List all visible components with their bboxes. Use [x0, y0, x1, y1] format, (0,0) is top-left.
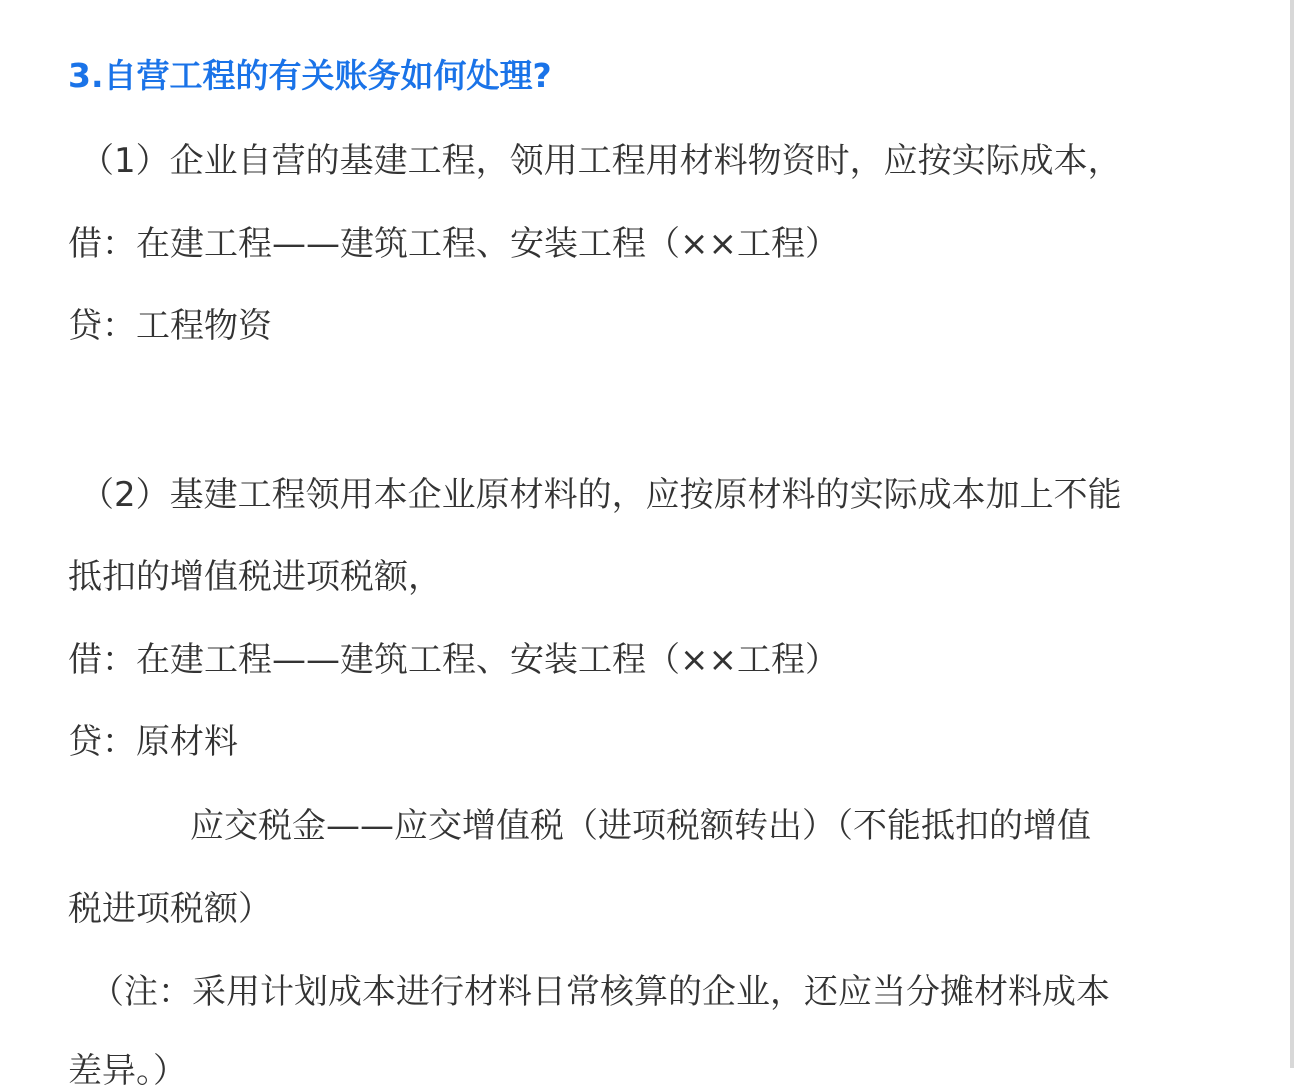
note-line-2: 差异。）: [68, 1051, 187, 1091]
paragraph-1-credit-entry: 贷：工程物资: [68, 306, 272, 346]
paragraph-2-credit-entry: 贷：原材料: [68, 722, 238, 762]
paragraph-2-credit-sub-line-2: 税进项税额）: [68, 889, 272, 929]
paragraph-2-debit-entry: 借：在建工程——建筑工程、安装工程（××工程）: [68, 640, 839, 680]
section-heading: 3.自营工程的有关账务如何处理?: [68, 56, 552, 95]
paragraph-1-intro: （1）企业自营的基建工程，领用工程用材料物资时，应按实际成本，: [80, 141, 1122, 181]
paragraph-2-intro-line-2: 抵扣的增值税进项税额，: [68, 557, 442, 597]
paragraph-2-intro-line-1: （2）基建工程领用本企业原材料的，应按原材料的实际成本加上不能: [80, 475, 1122, 515]
paragraph-1-debit-entry: 借：在建工程——建筑工程、安装工程（××工程）: [68, 224, 839, 264]
page-edge-divider: [1290, 0, 1294, 1068]
paragraph-2-credit-sub-line-1: 应交税金——应交增值税（进项税额转出）（不能抵扣的增值: [190, 806, 1091, 846]
note-line-1: （注：采用计划成本进行材料日常核算的企业，还应当分摊材料成本: [90, 972, 1110, 1012]
